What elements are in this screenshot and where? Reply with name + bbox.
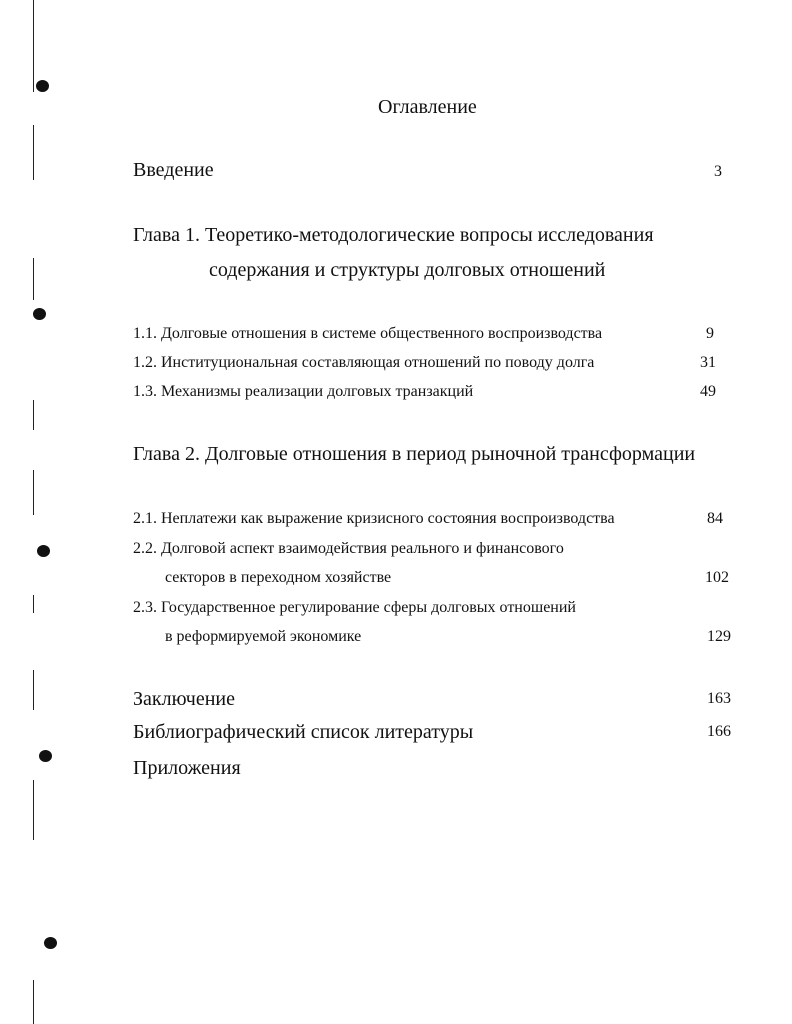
chapter2-heading: Глава 2. Долговые отношения в период рыночной трансформации [133,443,696,465]
toc-entry-2-2-line2: секторов в переходном хозяйстве [165,569,392,586]
punch-hole-mark [33,308,46,320]
toc-entry-2-3-line2: в реформируемой экономике [165,628,362,645]
toc-entry-intro: Введение [133,159,214,181]
toc-entry-2-2-line1: 2.2. Долговой аспект взаимодействия реального и финансового [133,540,564,557]
toc-page-1-3: 49 [700,383,716,400]
toc-page-2-2: 102 [705,569,729,586]
toc-entry-1-2: 1.2. Институциональная составляющая отношений по поводу долга [133,354,595,371]
punch-hole-mark [44,937,57,949]
toc-page-intro: 3 [714,163,722,180]
toc-entry-bibliography: Библиографический список литературы [133,721,474,743]
toc-entry-conclusion: Заключение [133,688,235,710]
chapter1-heading-line1: Глава 1. Теоретико-методологические вопросы исследования [133,224,654,246]
toc-entry-appendices: Приложения [133,757,241,779]
punch-hole-mark [39,750,52,762]
toc-entry-1-1: 1.1. Долговые отношения в системе общественного воспроизводства [133,325,603,342]
toc-entry-1-3: 1.3. Механизмы реализации долговых транзакций [133,383,474,400]
chapter1-heading-line2: содержания и структуры долговых отношений [209,259,606,281]
toc-page-2-1: 84 [707,510,723,527]
toc-entry-2-1: 2.1. Неплатежи как выражение кризисного состояния воспроизводства [133,510,615,527]
toc-entry-2-3-line1: 2.3. Государственное регулирование сферы долговых отношений [133,599,576,616]
punch-hole-mark [36,80,49,92]
toc-page-1-2: 31 [700,354,716,371]
toc-page-1-1: 9 [706,325,714,342]
page-title: Оглавление [378,96,477,118]
toc-page-conclusion: 163 [707,690,731,707]
toc-page-2-3: 129 [707,628,731,645]
punch-hole-mark [37,545,50,557]
toc-page-bibliography: 166 [707,723,731,740]
